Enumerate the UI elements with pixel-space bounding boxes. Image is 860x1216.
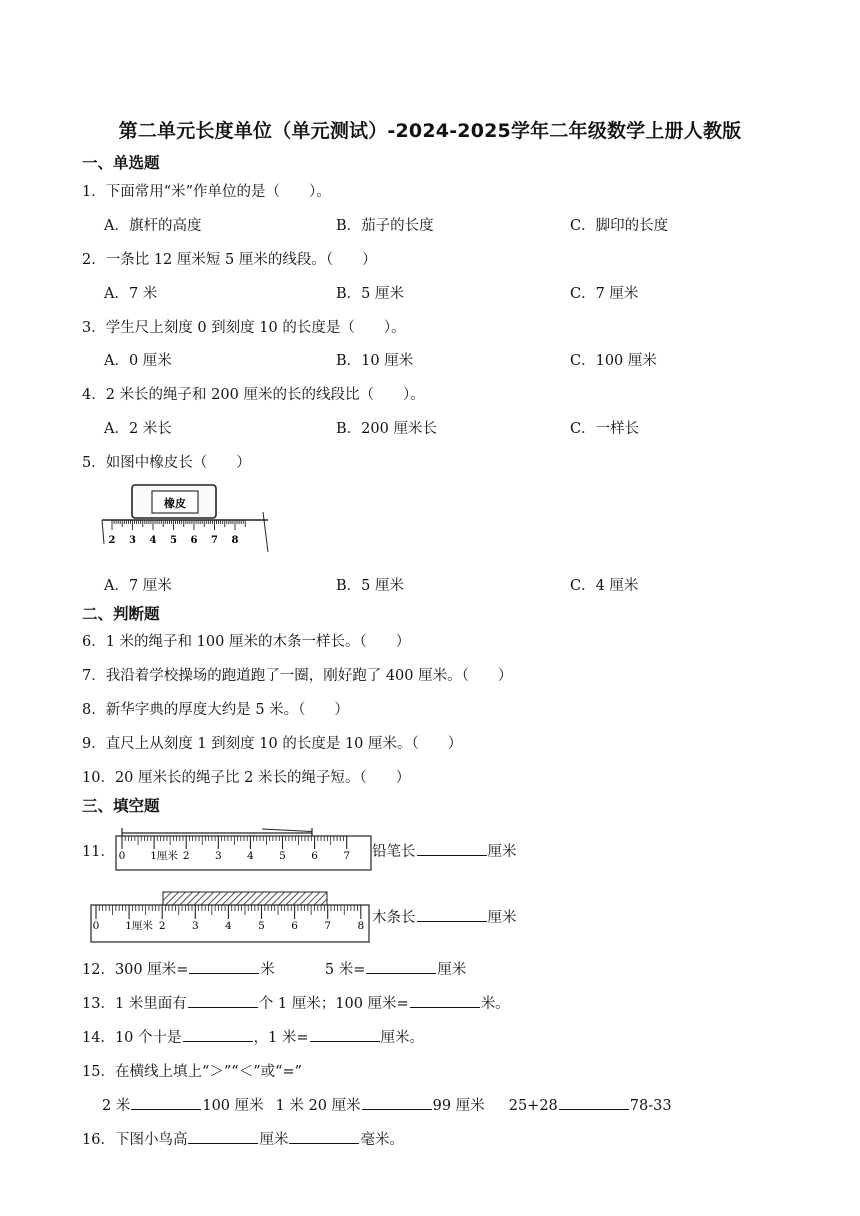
section-heading-true-false: 二、判断题 (82, 605, 160, 623)
eraser-ruler-tick-label-6: 8 (231, 535, 239, 546)
q15-blank-3[interactable] (559, 1095, 629, 1110)
wood-ruler-tick-label-8: 8 (357, 920, 365, 932)
q12-blank-1[interactable] (189, 959, 259, 974)
q15-c: 1 米 20 厘米 (275, 1098, 361, 1114)
q15-b: 100 厘米 (202, 1098, 264, 1114)
section-heading-fill-blank: 三、填空题 (82, 797, 160, 815)
wood-length-unit: 厘米 (487, 910, 517, 926)
question-1-option-c[interactable]: C．脚印的长度 (570, 218, 669, 234)
wood-ruler-tick-label-7: 7 (324, 920, 332, 932)
q15-e: 25+28 (508, 1098, 558, 1114)
q16-blank-1[interactable] (188, 1129, 258, 1144)
q16-part-a: 16．下图小鸟高 (82, 1132, 188, 1148)
question-10: 10．20 厘米长的绳子比 2 米长的绳子短。（ ） (82, 770, 411, 786)
eraser-ruler-tick-label-1: 3 (129, 535, 136, 546)
question-3-option-a[interactable]: A．0 厘米 (104, 353, 172, 369)
pencil-ruler-tick-label-7: 7 (343, 850, 351, 862)
pencil-length-blank[interactable] (417, 841, 487, 856)
question-3-stem: 3．学生尺上刻度 0 到刻度 10 的长度是（ ）。 (82, 320, 406, 336)
q12-blank-2[interactable] (366, 959, 436, 974)
question-16 (82, 1128, 404, 1149)
eraser-ruler-tick-label-0: 2 (108, 535, 116, 546)
q15-a: 2 米 (102, 1098, 131, 1114)
q16-blank-2[interactable] (289, 1129, 359, 1144)
q14-part-a: 14．10 个十是 (82, 1030, 182, 1046)
question-11-number: 11． (82, 844, 115, 860)
pencil-ruler-tick-label-4: 4 (247, 850, 254, 862)
question-5-stem: 5．如图中橡皮长（ ） (82, 455, 251, 471)
question-5-option-a[interactable]: A．7 厘米 (104, 578, 172, 594)
q12-part-b: 米 (260, 962, 275, 978)
question-15-items (102, 1094, 672, 1115)
wood-ruler-tick-label-5: 5 (258, 920, 265, 932)
page-title: 第二单元长度单位（单元测试）-2024-2025学年二年级数学上册人教版 (118, 120, 742, 142)
wood-strip-ruler-figure (88, 890, 374, 944)
eraser-ruler-tick-label-4: 6 (190, 535, 198, 546)
question-2-option-a[interactable]: A．7 米 (104, 286, 158, 302)
q15-d: 99 厘米 (432, 1098, 485, 1114)
question-4-option-b[interactable]: B．200 厘米长 (336, 421, 437, 437)
pencil-length-line (372, 840, 517, 861)
q15-blank-2[interactable] (362, 1095, 432, 1110)
question-5-option-b[interactable]: B．5 厘米 (336, 578, 404, 594)
question-5-option-c[interactable]: C．4 厘米 (570, 578, 639, 594)
question-15-stem: 15．在横线上填上“＞”“＜”或“=” (82, 1064, 303, 1080)
q16-part-c: 毫米。 (360, 1132, 404, 1148)
pencil-ruler-tick-label-5: 5 (279, 850, 286, 862)
wood-length-line (372, 906, 517, 927)
wood-ruler-tick-label-0: 0 (92, 920, 100, 932)
q13-part-c: 米。 (480, 996, 510, 1012)
question-1-option-a[interactable]: A．旗杆的高度 (104, 218, 202, 234)
eraser-label: 橡皮 (164, 497, 186, 510)
section-heading-single-choice: 一、单选题 (82, 154, 160, 172)
q14-blank-2[interactable] (310, 1027, 380, 1042)
q13-blank-2[interactable] (410, 993, 480, 1008)
pencil-ruler-tick-label-3: 3 (214, 850, 222, 862)
wood-length-label: 木条长 (372, 910, 416, 926)
pencil-ruler-tick-label-1: 1厘米 (150, 850, 178, 862)
question-2-option-b[interactable]: B．5 厘米 (336, 286, 404, 302)
wood-ruler-tick-label-2: 2 (158, 920, 166, 932)
question-7: 7．我沿着学校操场的跑道跑了一圈，刚好跑了 400 厘米。（ ） (82, 668, 513, 684)
pencil-ruler-tick-label-0: 0 (118, 850, 126, 862)
q12-part-a: 12．300 厘米= (82, 962, 189, 978)
question-6: 6．1 米的绳子和 100 厘米的木条一样长。（ ） (82, 634, 411, 650)
pencil-length-label: 铅笔长 (372, 844, 416, 860)
question-1-option-b[interactable]: B．茄子的长度 (336, 218, 434, 234)
q16-part-b: 厘米 (259, 1132, 289, 1148)
question-13 (82, 992, 510, 1013)
pencil-ruler-tick-label-6: 6 (311, 850, 318, 862)
q12-part-c: 5 米= (324, 962, 366, 978)
pencil-length-unit: 厘米 (487, 844, 517, 860)
wood-strip-shape (163, 892, 327, 905)
eraser-ruler-tick-label-3: 5 (170, 535, 177, 546)
eraser-ruler-tick-label-2: 4 (149, 535, 157, 546)
wood-ruler-tick-label-6: 6 (291, 920, 298, 932)
question-9: 9．直尺上从刻度 1 到刻度 10 的长度是 10 厘米。（ ） (82, 736, 463, 752)
q12-part-d: 厘米 (437, 962, 467, 978)
q13-part-b: 个 1 厘米；100 厘米= (258, 996, 409, 1012)
question-2-stem: 2．一条比 12 厘米短 5 厘米的线段。（ ） (82, 252, 377, 268)
pencil-ruler-figure (112, 824, 374, 872)
wood-length-blank[interactable] (417, 907, 487, 922)
wood-ruler-tick-label-3: 3 (191, 920, 199, 932)
q13-part-a: 13．1 米里面有 (82, 996, 187, 1012)
question-12 (82, 958, 466, 979)
question-4-option-a[interactable]: A．2 米长 (104, 421, 172, 437)
wood-ruler-tick-label-4: 4 (225, 920, 232, 932)
question-14 (82, 1026, 424, 1047)
q13-blank-1[interactable] (188, 993, 258, 1008)
q14-part-c: 厘米。 (380, 1030, 424, 1046)
pencil-ruler-tick-label-2: 2 (182, 850, 190, 862)
eraser-ruler-figure (100, 482, 272, 558)
wood-ruler-tick-label-1: 1厘米 (125, 920, 153, 932)
question-3-option-c[interactable]: C．100 厘米 (570, 353, 657, 369)
question-4-stem: 4．2 米长的绳子和 200 厘米的长的线段比（ ）。 (82, 387, 425, 403)
q14-blank-1[interactable] (183, 1027, 253, 1042)
eraser-ruler-tick-label-5: 7 (211, 535, 218, 546)
question-1-stem: 1．下面常用“米”作单位的是（ ）。 (82, 184, 331, 200)
question-4-option-c[interactable]: C．一样长 (570, 421, 640, 437)
question-8: 8．新华字典的厚度大约是 5 米。（ ） (82, 702, 349, 718)
q15-f: 78-33 (629, 1098, 672, 1114)
question-2-option-c[interactable]: C．7 厘米 (570, 286, 639, 302)
q14-part-b: ，1 米= (253, 1030, 309, 1046)
question-3-option-b[interactable]: B．10 厘米 (336, 353, 414, 369)
q15-blank-1[interactable] (131, 1095, 201, 1110)
